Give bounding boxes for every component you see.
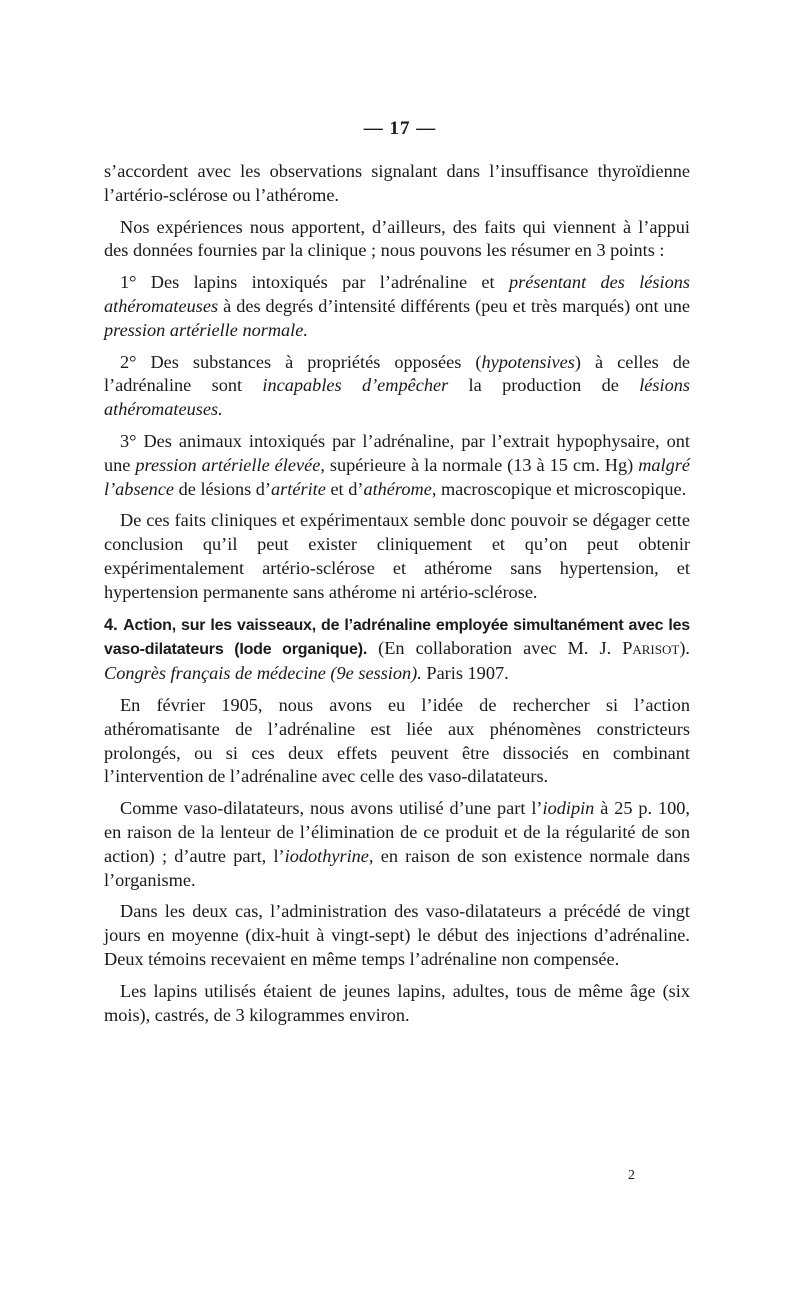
italic-run: lésions athéromateuses.	[104, 375, 690, 420]
italic-run: malgré l’absence	[104, 454, 691, 499]
text-run: supérieure à la normale (13 à 15 cm. Hg)	[324, 454, 639, 475]
paragraph-vasodilators	[104, 797, 690, 892]
paragraph-point-3	[104, 430, 690, 501]
section-collab-name: Parisot	[622, 638, 680, 659]
signature-mark: 2	[628, 1168, 635, 1183]
text-run: , en raison de son existence normale dans l’organisme.	[104, 845, 690, 890]
section-place-year: Paris 1907.	[421, 663, 509, 684]
italic-run: hypotensives	[481, 351, 575, 372]
italic-run: athérome	[363, 478, 432, 499]
text-run: 1° Des lapins intoxiqués par l’adrénaline et	[120, 272, 509, 293]
text-run: à 25 p. 100, en raison de la lenteur de l’élimination de ce produit et de la régularité de son action) ; d’autre part, l’	[104, 798, 690, 866]
italic-run: pression artérielle élevée,	[135, 454, 325, 475]
page-content	[104, 160, 690, 1035]
text-run: 2° Des substances à propriétés opposées (	[120, 351, 482, 372]
paragraph-point-2	[104, 351, 690, 422]
paragraph-conclusion: De ces faits cliniques et expérimentaux semble donc pouvoir se dégager cette conclusion qu’il peut exister cliniquement et qu’on peut obtenir expérimentalement artério-sclérose et athérome sans hypertension, et hypertension permanente sans athérome ni artério-sclérose.	[104, 510, 690, 602]
text-run: , macroscopique et microscopique.	[431, 478, 687, 499]
section-venue: Congrès français de médecine (9e session).	[104, 663, 422, 684]
text-run: et d’	[325, 478, 364, 499]
text-run: la production de	[448, 375, 640, 396]
text-run: ) à celles de l’adrénaline sont	[104, 351, 690, 396]
text-run: 3° Des animaux intoxiqués par l’adrénaline, par l’extrait hypophysaire, ont une	[104, 430, 690, 475]
paragraph-administration: Dans les deux cas, l’administration des vaso-dilatateurs a précédé de vingt jours en moyenne (dix-huit à vingt-sept) le début des injections d’adrénaline. Deux témoins recevaient en même temps l’adrénaline non compensée.	[104, 901, 690, 969]
section-collab-suffix: ).	[679, 638, 690, 659]
text-run: de lésions d’	[174, 478, 272, 499]
paragraph-summary-intro: Nos expériences nous apportent, d’ailleurs, des faits qui viennent à l’appui des données fournies par la clinique ; nous pouvons les résumer en 3 points :	[104, 216, 690, 261]
paragraph-rabbits: Les lapins utilisés étaient de jeunes lapins, adultes, tous de même âge (six mois), castrés, de 3 kilogrammes environ.	[104, 980, 690, 1025]
section-collab-prefix: (En collaboration avec M. J.	[367, 638, 623, 659]
text-run: Comme vaso-dilatateurs, nous avons utilisé d’une part l’	[120, 798, 543, 819]
page-number: — 17 —	[363, 118, 437, 139]
italic-run: iodothyrine	[284, 845, 369, 866]
paragraph-point-1	[104, 271, 690, 342]
italic-run: artérite	[271, 478, 326, 499]
italic-run: pression artérielle normale.	[104, 319, 308, 340]
section-number: 4.	[104, 615, 118, 634]
italic-run: incapables d’empêcher	[262, 375, 449, 396]
text-run: à des degrés d’intensité différents (peu et très marqués) ont une	[218, 295, 690, 316]
italic-run: présentant des lésions athéromateuses	[104, 272, 690, 316]
italic-run: iodipin	[542, 798, 595, 819]
section-title: Action, sur les vaisseaux, de l’adrénaline employée simultanément avec les vaso-dilatateurs (Iode organique).	[104, 616, 690, 659]
paragraph-research-intro: En février 1905, nous avons eu l’idée de rechercher si l’action athéromatisante de l’adrénaline est liée aux phénomènes constricteurs prolongés, ou si ces deux effets peuvent être dissociés en combinant l’intervention de l’adrénaline avec celle des vaso-dilatateurs.	[104, 694, 690, 787]
section-heading	[104, 613, 690, 686]
paragraph-continuation: s’accordent avec les observations signalant dans l’insuffisance thyroïdienne l’artério-sclérose ou l’athérome.	[104, 161, 690, 205]
